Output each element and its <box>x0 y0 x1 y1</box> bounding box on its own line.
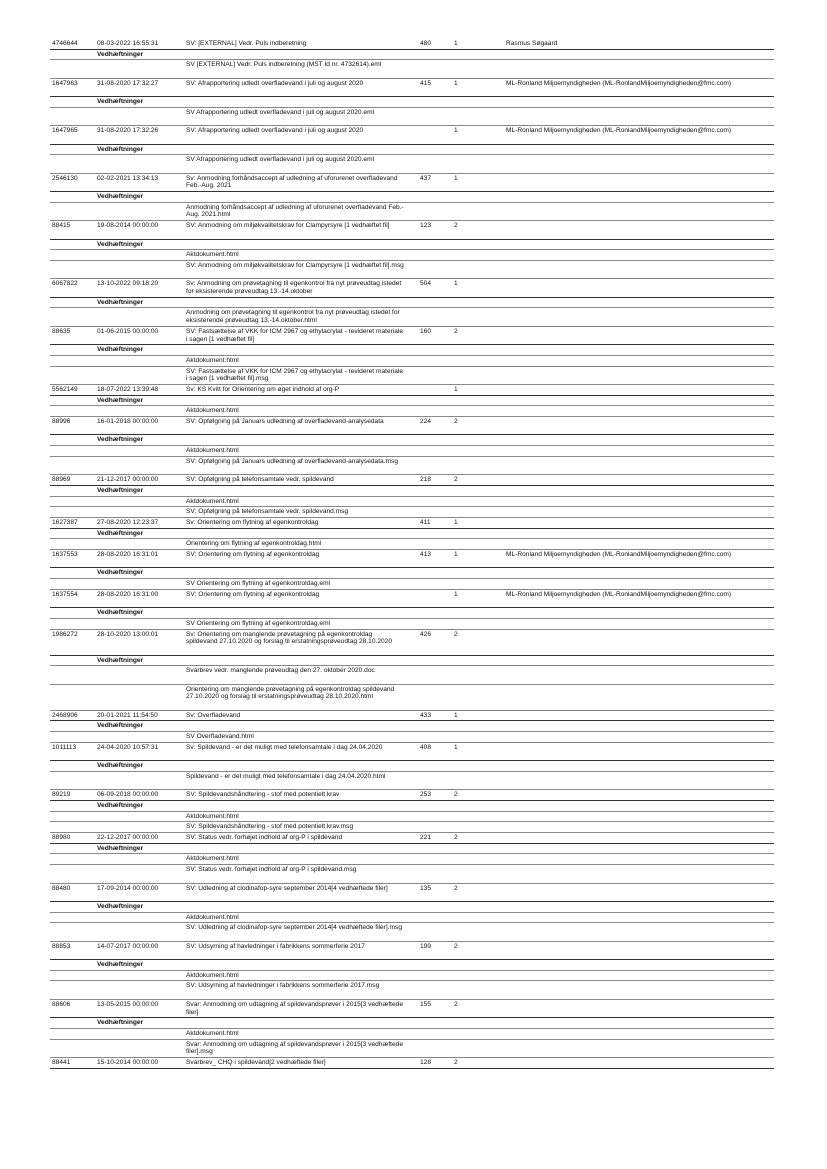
record-row <box>50 475 774 486</box>
attachment-row <box>50 772 774 790</box>
record-count: 1 <box>454 127 458 135</box>
record-date: 31-08-2020 17:32:27 <box>97 79 159 87</box>
attachments-label: Vedhæftninger <box>97 961 144 969</box>
record-date: 15-10-2014 00:00:00 <box>97 1058 159 1066</box>
attachment-row <box>50 457 774 475</box>
record-row <box>50 942 774 960</box>
attachment-filename: SV: Fastsættelse af VKK for ICM 2967 og ethylacrylat - revideret materiale i sagen [1 vedhæftet fil].msg <box>186 367 404 383</box>
record-date: 27-08-2020 12:23:37 <box>97 518 159 526</box>
record-count: 2 <box>454 884 458 892</box>
record-size: 224 <box>420 418 432 426</box>
attachments-label: Vedhæftninger <box>97 762 144 770</box>
attachments-header-row <box>50 192 774 203</box>
record-count: 1 <box>454 79 458 87</box>
record-subject: SV: Orientering om flytning af egenkontroldag <box>186 590 320 598</box>
attachment-row <box>50 406 774 417</box>
record-subject: Sv: Spildevand - er det muligt med telefonsamtale i dag 24.04.2020 <box>186 743 383 751</box>
record-date: 17-09-2014 00:00:00 <box>97 884 159 892</box>
attachment-filename: Aktdokument.html <box>186 447 239 455</box>
record-size: 426 <box>420 630 432 638</box>
attachment-row <box>50 923 774 941</box>
attachment-row <box>50 666 774 684</box>
attachment-filename: SV: Udledning af clodinafop-syre september 2014[4 vedhæftede filer].msg <box>186 924 403 932</box>
record-size: 504 <box>420 280 432 288</box>
attachment-filename: Spildevand - er det muligt med telefonsamtale i dag 24.04.2020.html <box>186 772 386 780</box>
record-subject: SV: Anmodning om miljøkvalitetskrav for Clampyrsyre [1 vedhæftet fil] <box>186 222 390 230</box>
attachment-row <box>50 579 774 590</box>
record-subject: SV: Opfølgning på telefonsamtale vedr. spildevand <box>186 476 334 484</box>
record-row <box>50 711 774 722</box>
record-subject: Sv: Orientering om manglende prøvetagning på egenkontroldag spildevand 27.10.2020 og forslag til erstatningsprøveudtag 28.10.2020 <box>186 630 393 646</box>
attachments-label: Vedhæftninger <box>97 844 144 852</box>
record-count: 2 <box>454 942 458 950</box>
attachment-filename: SV [EXTERNAL] Vedr. Puls indberetning (MST Id nr. 4732614).eml <box>186 61 382 69</box>
attachment-filename: SV Afrapportering udledt overfladevand i juli og august 2020.eml <box>186 156 375 164</box>
record-date: 08-03-2022 16:55:31 <box>97 40 159 47</box>
attachment-filename: Svarbrev vedr. manglende prøveudtag den 27. oktober 2020.doc <box>186 667 375 675</box>
attachment-filename: Aktdokument.html <box>186 497 239 505</box>
record-row <box>50 327 774 345</box>
record-size: 408 <box>420 743 432 751</box>
attachment-filename: SV Orientering om flytning af egenkontroldag.eml <box>186 580 331 588</box>
record-id: 88415 <box>52 222 71 230</box>
record-subject: SV: [EXTERNAL] Vedr. Puls indberetning <box>186 40 307 47</box>
record-date: 14-07-2017 00:00:00 <box>97 942 159 950</box>
attachments-label: Vedhæftninger <box>97 529 144 537</box>
attachment-filename: Aktdokument.html <box>186 812 239 820</box>
record-id: 88441 <box>52 1058 71 1066</box>
attachment-row <box>50 822 774 833</box>
record-count: 2 <box>454 1000 458 1008</box>
attachments-label: Vedhæftninger <box>97 656 144 664</box>
record-count: 2 <box>454 476 458 484</box>
record-row <box>50 221 774 239</box>
attachments-label: Vedhæftninger <box>97 240 144 248</box>
record-count: 1 <box>454 280 458 288</box>
record-count: 1 <box>454 40 458 47</box>
record-size: 221 <box>420 834 432 842</box>
attachments-header-row <box>50 97 774 108</box>
attachment-row <box>50 507 774 518</box>
record-count: 2 <box>454 791 458 799</box>
record-count: 2 <box>454 418 458 426</box>
attachment-row <box>50 732 774 743</box>
attachment-filename: SV: Status vedr. forhøjet indhold af org-P i spildevand.msg <box>186 866 357 874</box>
record-subject: SV: Spildevandshåndtering - stof med potentielt krav <box>186 791 340 799</box>
attachments-label: Vedhæftninger <box>97 802 144 809</box>
record-date: 19-08-2014 00:00:00 <box>97 222 159 230</box>
attachment-row <box>50 971 774 982</box>
attachment-row <box>50 367 774 385</box>
attachment-row <box>50 308 774 326</box>
record-subject: SV: Udsyrning af havledninger i fabrikkens sommerferie 2017 <box>186 942 365 950</box>
record-id: 1647963 <box>52 79 78 87</box>
record-date: 28-08-2020 16:31:01 <box>97 550 159 558</box>
attachment-filename: SV: Opfølgning på telefonsamtale vedr. spildevand.msg <box>186 508 349 516</box>
attachment-row <box>50 60 774 78</box>
attachment-filename: Aktdokument.html <box>186 1029 239 1037</box>
record-from: ML-Ronland Miljoemyndigheden (ML-RonlandMiljoemyndigheden@fmc.com) <box>506 550 732 558</box>
record-count: 2 <box>454 630 458 638</box>
record-subject: Sv: Orientering om flytning af egenkontroldag <box>186 518 319 526</box>
record-subject: Svarbrev_ CHQ i spildevand[2 vedhæftede filer] <box>186 1058 326 1066</box>
record-subject: SV: Afrapportering udledt overfladevand i juli og august 2020 <box>186 127 364 135</box>
record-id: 4746644 <box>52 40 78 47</box>
record-size: 218 <box>420 476 432 484</box>
record-row <box>50 39 774 50</box>
record-id: 1627387 <box>52 518 78 526</box>
attachments-label: Vedhæftninger <box>97 50 144 58</box>
record-id: 5562149 <box>52 385 78 393</box>
attachments-label: Vedhæftninger <box>97 346 144 354</box>
record-size: 480 <box>420 40 432 47</box>
attachment-row <box>50 1029 774 1040</box>
record-date: 02-02-2021 13:34:13 <box>97 174 159 182</box>
record-from: Rasmus Søgaard <box>506 40 558 47</box>
attachments-header-row <box>50 608 774 619</box>
record-date: 21-12-2017 00:00:00 <box>97 476 159 484</box>
record-subject: SV: Orientering om flytning af egenkontroldag <box>186 550 320 558</box>
attachment-filename: Aktdokument.html <box>186 855 239 863</box>
record-subject: Sv: KS Kvitt for Orientering om øget indhold af org-P <box>186 385 340 393</box>
attachment-filename: SV: Udsyrning af havledninger i fabrikkens sommerferie 2017.msg <box>186 982 380 990</box>
attachment-filename: Orientering om manglende prøvetagning på egenkontroldag spildevand 27.10.2020 og forslag til erstatningsprøveudtag 28.10.2020.html <box>186 685 395 701</box>
record-id: 88980 <box>52 834 71 842</box>
record-size: 253 <box>420 791 432 799</box>
record-date: 22-12-2017 00:00:00 <box>97 834 159 842</box>
record-id: 89219 <box>52 791 71 799</box>
attachments-header-row <box>50 960 774 971</box>
attachments-header-row <box>50 145 774 156</box>
attachment-row <box>50 356 774 367</box>
attachments-header-row <box>50 435 774 446</box>
record-row <box>50 1000 774 1018</box>
attachment-filename: SV: Spildevandshåndtering - stof med potentielt krav.msg <box>186 823 354 831</box>
record-size: 155 <box>420 1000 432 1008</box>
record-count: 1 <box>454 174 458 182</box>
record-size: 415 <box>420 79 432 87</box>
record-subject: SV: Status vedr. forhøjet indhold af org-P i spildevand <box>186 834 343 842</box>
attachments-header-row <box>50 529 774 540</box>
record-id: 1647965 <box>52 127 78 135</box>
record-count: 1 <box>454 590 458 598</box>
record-size: 128 <box>420 1058 432 1066</box>
attachment-row <box>50 685 774 711</box>
attachment-filename: Anmodning om prøvetagning til egenkontrol fra nyt prøveudtag istedet for eksisterende prøveudtag 13.-14.oktober.html <box>186 309 400 325</box>
record-from: ML-Ronland Miljoemyndigheden (ML-RonlandMiljoemyndigheden@fmc.com) <box>506 79 732 87</box>
record-count: 1 <box>454 550 458 558</box>
attachment-row <box>50 497 774 508</box>
attachment-filename: Orientering om flytning af egenkontroldag.html <box>186 540 322 548</box>
record-id: 1637553 <box>52 550 78 558</box>
record-size: 433 <box>420 711 432 719</box>
record-size: 199 <box>420 942 432 950</box>
record-row <box>50 630 774 656</box>
attachment-filename: SV: Opfølgning på Januars udledning af overfladevand-analysedata.msg <box>186 457 398 465</box>
record-count: 2 <box>454 327 458 335</box>
record-row <box>50 743 774 761</box>
record-id: 6067822 <box>52 280 78 288</box>
record-subject: Sv: Overfladevand <box>186 711 241 719</box>
record-row <box>50 518 774 529</box>
record-size: 437 <box>420 174 432 182</box>
attachment-row <box>50 203 774 221</box>
record-id: 88480 <box>52 884 71 892</box>
attachment-filename: Aktdokument.html <box>186 251 239 259</box>
attachment-row <box>50 261 774 279</box>
record-subject: SV: Fastsættelse af VKK for ICM 2967 og ethylacrylat - revideret materiale i sagen [1 vedhæftet fil] <box>186 327 404 343</box>
attachment-row <box>50 446 774 457</box>
record-id: 88606 <box>52 1000 71 1008</box>
attachment-row <box>50 1040 774 1058</box>
record-count: 1 <box>454 518 458 526</box>
record-row <box>50 833 774 844</box>
record-row <box>50 174 774 192</box>
record-date: 13-05-2015 00:00:00 <box>97 1000 159 1008</box>
record-count: 1 <box>454 385 458 393</box>
record-id: 1637554 <box>52 590 78 598</box>
attachments-label: Vedhæftninger <box>97 722 144 730</box>
record-row <box>50 790 774 801</box>
attachments-label: Vedhæftninger <box>97 298 144 306</box>
attachments-header-row <box>50 345 774 356</box>
record-count: 2 <box>454 834 458 842</box>
attachment-row <box>50 155 774 173</box>
attachment-filename: Aktdokument.html <box>186 407 239 415</box>
attachments-header-row <box>50 844 774 855</box>
attachments-header-row <box>50 568 774 579</box>
record-subject: SV: Afrapportering udledt overfladevand i juli og august 2020 <box>186 79 364 87</box>
attachments-label: Vedhæftninger <box>97 486 144 494</box>
attachment-filename: Aktdokument.html <box>186 356 239 364</box>
attachments-header-row <box>50 721 774 732</box>
record-subject: Sv: Anmodning om prøvetagning til egenkontrol fra nyt prøveudtag istedet for eksisterende prøveudtag 13.-14.oktober <box>186 280 402 296</box>
attachment-row <box>50 913 774 924</box>
record-id: 88635 <box>52 327 71 335</box>
record-size: 123 <box>420 222 432 230</box>
attachment-row <box>50 108 774 126</box>
record-subject: Sv: Anmodning forhåndsaccept af udledning af uforurenet overfladevand Feb.-Aug. 2021 <box>186 174 398 190</box>
attachment-filename: SV Afrapportering udledt overfladevand i juli og august 2020.eml <box>186 108 375 116</box>
attachment-row <box>50 250 774 261</box>
attachments-header-row <box>50 240 774 251</box>
record-row <box>50 417 774 435</box>
record-date: 20-01-2021 11:54:50 <box>97 711 158 719</box>
record-from: ML-Ronland Miljoemyndigheden (ML-RonlandMiljoemyndigheden@fmc.com) <box>506 127 732 135</box>
attachments-header-row <box>50 1018 774 1029</box>
attachments-label: Vedhæftninger <box>97 436 144 444</box>
record-count: 1 <box>454 711 458 719</box>
record-date: 28-10-2020 13:00:01 <box>97 630 159 638</box>
attachment-row <box>50 854 774 865</box>
attachment-filename: SV Orientering om flytning af egenkontroldag.eml <box>186 619 331 627</box>
record-id: 88853 <box>52 942 71 950</box>
record-date: 16-01-2018 00:00:00 <box>97 418 159 426</box>
attachment-filename: Anmodning forhåndsaccept af udledning af uforurenet overfladevand Feb.-Aug. 2021.html <box>186 203 404 219</box>
attachment-row <box>50 812 774 823</box>
record-row <box>50 79 774 97</box>
record-size: 135 <box>420 884 432 892</box>
record-id: 88969 <box>52 476 71 484</box>
document-page <box>50 39 774 1069</box>
record-date: 13-10-2022 09:18:20 <box>97 280 159 288</box>
attachments-label: Vedhæftninger <box>97 98 144 106</box>
record-date: 31-08-2020 17:32:26 <box>97 127 159 135</box>
attachments-header-row <box>50 50 774 61</box>
record-row <box>50 1058 774 1069</box>
attachment-filename: Svar: Anmodning om udtagning af spildevandsprøver i 2015[3 vedhæftede filer].msg <box>186 1040 403 1056</box>
attachment-row <box>50 981 774 999</box>
attachment-filename: Aktdokument.html <box>186 913 239 921</box>
record-id: 2468906 <box>52 711 78 719</box>
record-row <box>50 590 774 608</box>
attachments-header-row <box>50 902 774 913</box>
attachments-header-row <box>50 396 774 407</box>
attachments-label: Vedhæftninger <box>97 902 144 910</box>
record-row <box>50 884 774 902</box>
record-from: ML-Ronland Miljoemyndigheden (ML-RonlandMiljoemyndigheden@fmc.com) <box>506 590 732 598</box>
record-id: 88996 <box>52 418 71 426</box>
record-count: 2 <box>454 1058 458 1066</box>
attachments-header-row <box>50 656 774 667</box>
record-id: 2546130 <box>52 174 78 182</box>
record-id: 1986272 <box>52 630 78 638</box>
record-row <box>50 279 774 297</box>
record-size: 411 <box>420 518 431 526</box>
attachments-header-row <box>50 761 774 772</box>
attachments-label: Vedhæftninger <box>97 145 144 153</box>
record-subject: Svar: Anmodning om udtagning af spildevandsprøver i 2015[3 vedhæftede filer] <box>186 1000 403 1016</box>
record-subject: SV: Opfølgning på Januars udledning af overfladevand-analysedata <box>186 418 384 426</box>
attachment-row <box>50 539 774 550</box>
record-row <box>50 385 774 396</box>
attachments-header-row <box>50 486 774 497</box>
record-subject: SV: Udledning af clodinafop-syre september 2014[4 vedhæftede filer] <box>186 884 388 892</box>
record-date: 28-08-2020 16:31:00 <box>97 590 159 598</box>
record-date: 06-09-2018 00:00:00 <box>97 791 159 799</box>
record-id: 1011113 <box>52 743 77 751</box>
attachments-label: Vedhæftninger <box>97 1019 144 1027</box>
record-date: 18-07-2022 13:39:48 <box>97 385 159 393</box>
record-date: 01-06-2015 00:00:00 <box>97 327 159 335</box>
record-date: 24-04-2020 10:57:31 <box>97 743 159 751</box>
record-count: 2 <box>454 222 458 230</box>
record-size: 413 <box>420 550 432 558</box>
attachment-filename: Aktdokument.html <box>186 971 239 979</box>
attachments-header-row <box>50 298 774 309</box>
attachments-header-row <box>50 801 774 812</box>
record-row <box>50 550 774 568</box>
attachments-label: Vedhæftninger <box>97 569 144 577</box>
record-row <box>50 126 774 144</box>
attachment-row <box>50 619 774 630</box>
attachment-row <box>50 865 774 883</box>
attachments-label: Vedhæftninger <box>97 193 144 201</box>
record-count: 1 <box>454 743 458 751</box>
attachments-label: Vedhæftninger <box>97 609 144 617</box>
attachment-filename: SV Overfladevand.html <box>186 733 254 741</box>
record-size: 160 <box>420 327 432 335</box>
attachments-label: Vedhæftninger <box>97 396 144 404</box>
attachment-filename: SV: Anmodning om miljøkvalitetskrav for Clampyrsyre [1 vedhæftet fil].msg <box>186 261 404 269</box>
